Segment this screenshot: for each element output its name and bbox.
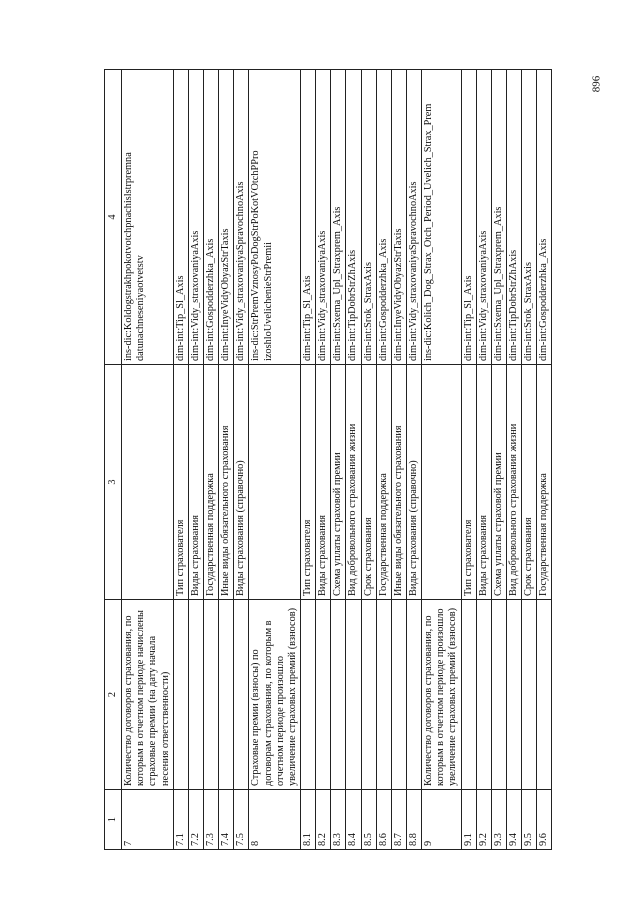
row-number: 9.6 xyxy=(537,790,552,850)
row-code: dim-int:Tip_Sl_Axis xyxy=(173,70,188,365)
row-description: Страховые премии (взносы) по договорам страхования, по которым в отчетном периоде произошло увеличение страховых премий (взносов) xyxy=(249,600,301,790)
table-row xyxy=(300,70,315,850)
row-number: 8.8 xyxy=(406,790,421,850)
table-row xyxy=(537,70,552,850)
row-code: ins-dic:Koldogstrakhpokotvotchpnachislstrpremna datunachneseniyaotvetstv xyxy=(122,70,174,365)
row-dimension: Иные виды обязательного страхования xyxy=(219,365,234,600)
row-dimension: Государственная поддержка xyxy=(203,365,218,600)
row-code: dim-int:Gospodderzhka_Axis xyxy=(203,70,218,365)
row-description xyxy=(173,600,188,790)
row-dimension: Виды страхования xyxy=(476,365,491,600)
table-row xyxy=(173,70,188,850)
row-description xyxy=(331,600,346,790)
taxonomy-table xyxy=(104,69,552,850)
row-code: dim-int:Tip_Sl_Axis xyxy=(300,70,315,365)
row-description xyxy=(491,600,506,790)
table-row xyxy=(122,70,174,850)
table-row xyxy=(522,70,537,850)
row-code: dim-int:Gospodderzhka_Axis xyxy=(537,70,552,365)
row-description xyxy=(300,600,315,790)
table-row xyxy=(476,70,491,850)
page-number: 896 xyxy=(590,75,603,93)
header-col-1: 1 xyxy=(105,790,122,850)
row-dimension xyxy=(249,365,301,600)
row-code: dim-int:Sxema_Upl_Straxprem_Axis xyxy=(491,70,506,365)
row-dimension: Схема уплаты страховой премии xyxy=(331,365,346,600)
table-row xyxy=(506,70,521,850)
table-row xyxy=(219,70,234,850)
row-dimension: Схема уплаты страховой премии xyxy=(491,365,506,600)
row-number: 7.1 xyxy=(173,790,188,850)
header-col-4: 4 xyxy=(105,70,122,365)
header-col-2: 2 xyxy=(105,600,122,790)
row-code: dim-int:Srok_StraxAxis xyxy=(361,70,376,365)
row-code: dim-int:Srok_StraxAxis xyxy=(522,70,537,365)
row-code: dim-int:Vidy_straxovaniyaAxis xyxy=(188,70,203,365)
row-code: dim-int:Vidy_straxovaniyaSpravochnoAxis xyxy=(406,70,421,365)
table-row xyxy=(461,70,476,850)
table-row xyxy=(376,70,391,850)
row-dimension: Тип страхователя xyxy=(300,365,315,600)
row-description xyxy=(461,600,476,790)
row-dimension: Срок страхования xyxy=(522,365,537,600)
table-row xyxy=(361,70,376,850)
row-number: 9.3 xyxy=(491,790,506,850)
row-description: Количество договоров страхования, по которым в отчетном периоде произошло увеличение страховых премий (взносов) xyxy=(422,600,461,790)
row-number: 9.5 xyxy=(522,790,537,850)
row-code: ins-dic:StrPremVznosyPoDogStrPoKotVOtchPPro izoshloUvelichenieStrPremii xyxy=(249,70,301,365)
row-description xyxy=(316,600,331,790)
table-row xyxy=(316,70,331,850)
row-description xyxy=(537,600,552,790)
table-row xyxy=(391,70,406,850)
row-number: 9 xyxy=(422,790,461,850)
row-number: 7.2 xyxy=(188,790,203,850)
row-code: dim-int:TipDobrStrZhAxis xyxy=(346,70,361,365)
row-number: 7.3 xyxy=(203,790,218,850)
row-code: dim-int:Sxema_Upl_Straxprem_Axis xyxy=(331,70,346,365)
row-number: 9.4 xyxy=(506,790,521,850)
row-number: 9.1 xyxy=(461,790,476,850)
row-dimension: Государственная поддержка xyxy=(537,365,552,600)
row-description xyxy=(219,600,234,790)
row-description xyxy=(506,600,521,790)
row-description xyxy=(376,600,391,790)
row-dimension: Вид добровольного страхования жизни xyxy=(506,365,521,600)
row-code: dim-int:InyeVidyObyazStrTaxis xyxy=(391,70,406,365)
row-code: ins-dic:Kolich_Dog_Strax_Otch_Period_Uvelich_Strax_Prem xyxy=(422,70,461,365)
table-row xyxy=(234,70,249,850)
row-code: dim-int:Tip_Sl_Axis xyxy=(461,70,476,365)
row-dimension: Государственная поддержка xyxy=(376,365,391,600)
row-dimension: Виды страхования (справочно) xyxy=(234,365,249,600)
row-code: dim-int:InyeVidyObyazStrTaxis xyxy=(219,70,234,365)
table-body xyxy=(122,70,552,850)
row-dimension: Срок страхования xyxy=(361,365,376,600)
row-description xyxy=(391,600,406,790)
row-number: 7.5 xyxy=(234,790,249,850)
row-code: dim-int:TipDobrStrZhAxis xyxy=(506,70,521,365)
row-number: 8.4 xyxy=(346,790,361,850)
row-number: 7 xyxy=(122,790,174,850)
row-description xyxy=(346,600,361,790)
row-number: 8.1 xyxy=(300,790,315,850)
row-number: 8 xyxy=(249,790,301,850)
table-row xyxy=(188,70,203,850)
row-code: dim-int:Vidy_straxovaniyaAxis xyxy=(476,70,491,365)
row-code: dim-int:Vidy_straxovaniyaAxis xyxy=(316,70,331,365)
row-description xyxy=(476,600,491,790)
row-description xyxy=(234,600,249,790)
row-description: Количество договоров страхования, по которым в отчетном периоде начислены страховые премии (на дату начала несения ответственности) xyxy=(122,600,174,790)
row-dimension: Виды страхования xyxy=(188,365,203,600)
table-row xyxy=(422,70,461,850)
row-number: 8.7 xyxy=(391,790,406,850)
row-dimension: Виды страхования xyxy=(316,365,331,600)
row-description xyxy=(203,600,218,790)
table-row xyxy=(331,70,346,850)
row-dimension xyxy=(422,365,461,600)
row-number: 8.2 xyxy=(316,790,331,850)
table-row xyxy=(406,70,421,850)
row-dimension xyxy=(122,365,174,600)
table-row xyxy=(249,70,301,850)
row-description xyxy=(361,600,376,790)
row-code: dim-int:Vidy_straxovaniyaSpravochnoAxis xyxy=(234,70,249,365)
row-description xyxy=(406,600,421,790)
row-number: 8.6 xyxy=(376,790,391,850)
row-number: 9.2 xyxy=(476,790,491,850)
row-description xyxy=(522,600,537,790)
header-col-3: 3 xyxy=(105,365,122,600)
row-description xyxy=(188,600,203,790)
row-dimension: Тип страхователя xyxy=(461,365,476,600)
row-dimension: Виды страхования (справочно) xyxy=(406,365,421,600)
row-dimension: Тип страхователя xyxy=(173,365,188,600)
table-row xyxy=(491,70,506,850)
table-row xyxy=(346,70,361,850)
row-number: 8.5 xyxy=(361,790,376,850)
rotated-table-wrapper xyxy=(104,70,559,850)
row-dimension: Вид добровольного страхования жизни xyxy=(346,365,361,600)
row-dimension: Иные виды обязательного страхования xyxy=(391,365,406,600)
row-number: 7.4 xyxy=(219,790,234,850)
table-header-row xyxy=(105,70,122,850)
row-code: dim-int:Gospodderzhka_Axis xyxy=(376,70,391,365)
table-row xyxy=(203,70,218,850)
row-number: 8.3 xyxy=(331,790,346,850)
